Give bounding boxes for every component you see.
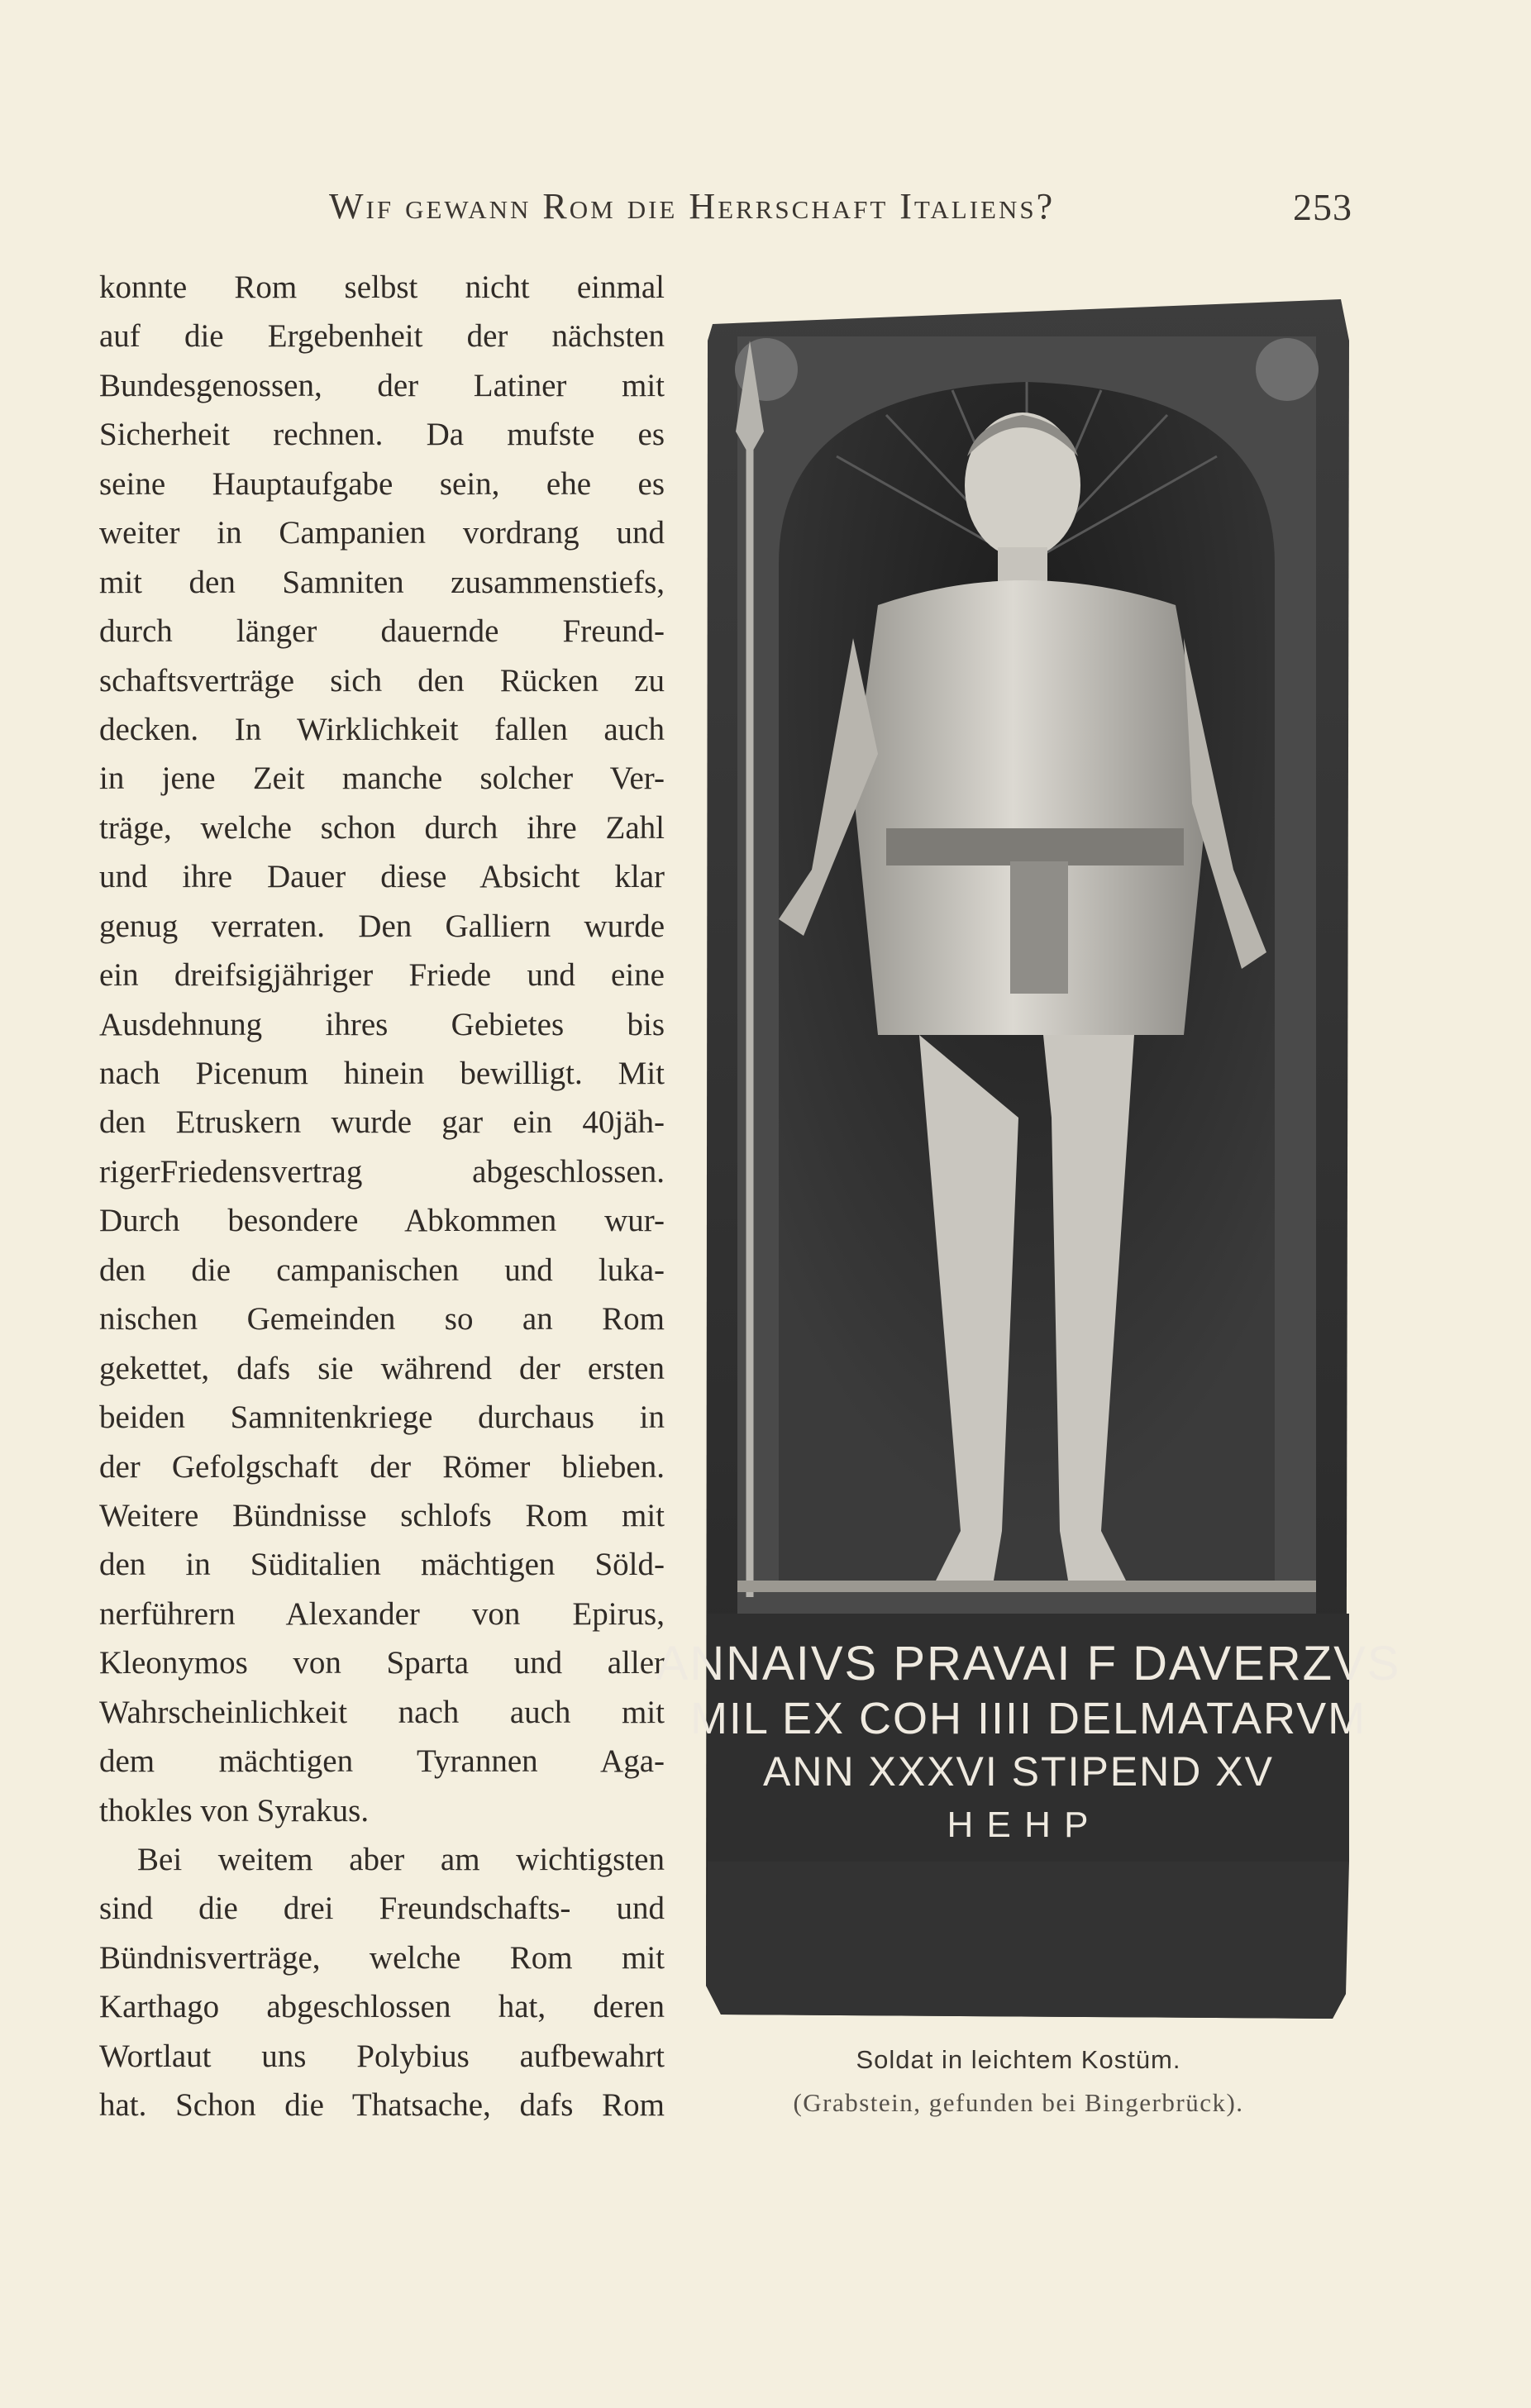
- slab-base: [706, 1862, 1349, 2019]
- rosette-right: [1256, 338, 1319, 401]
- inscription-line: ANNAIVS PRAVAI F DAVERZVS: [656, 1637, 1401, 1690]
- text-line: thokles von Syrakus.: [99, 1792, 370, 1829]
- body-text: [99, 263, 665, 2130]
- text-line: den die campanischen und luka-: [99, 1252, 665, 1288]
- text-line: den Etruskern wurde gar ein 40jäh-: [99, 1104, 665, 1141]
- text-line: Kleonymos von Sparta und aller: [99, 1645, 665, 1681]
- text-line: Weitere Bündnisse schlofs Rom mit: [99, 1497, 665, 1533]
- text-line: ein dreifsigjähriger Friede und eine: [99, 957, 665, 994]
- text-line: genug verraten. Den Galliern wurde: [99, 908, 665, 944]
- text-line: dem mächtigen Tyrannen Aga-: [99, 1743, 665, 1780]
- text-line: auf die Ergebenheit der nächsten: [99, 318, 665, 355]
- text-line: nerführern Alexander von Epirus,: [99, 1595, 665, 1632]
- figure-caption-note: (Grabstein, gefunden bei Bingerbrück).: [793, 2088, 1244, 2117]
- text-line: nischen Gemeinden so an Rom: [99, 1301, 665, 1338]
- text-line: der Gefolgschaft der Römer blieben.: [99, 1448, 665, 1485]
- text-line: nach Picenum hinein bewilligt. Mit: [99, 1056, 665, 1091]
- text-line: Ausdehnung ihres Gebietes bis: [99, 1006, 665, 1042]
- text-line: durch länger dauernde Freund-: [99, 613, 665, 650]
- text-line: decken. In Wirklichkeit fallen auch: [99, 711, 665, 747]
- text-line: in jene Zeit manche solcher Ver-: [99, 761, 665, 797]
- text-line: sind die drei Freundschafts- und: [99, 1891, 665, 1927]
- niche-ground: [737, 1581, 1316, 1592]
- text-line: schaftsverträge sich den Rücken zu: [99, 662, 665, 699]
- inscription-line: H E H P: [947, 1805, 1090, 1845]
- text-line: Wortlaut uns Polybius aufbewahrt: [99, 2038, 665, 2074]
- text-line: Bündnisverträge, welche Rom mit: [99, 1939, 665, 1976]
- text-line: seine Hauptaufgabe sein, ehe es: [99, 465, 665, 502]
- tombstone-photo: [656, 291, 1401, 2027]
- text-line: Wahrscheinlichkeit nach auch mit: [99, 1694, 665, 1730]
- text-line: träge, welche schon durch ihre Zahl: [99, 809, 665, 846]
- text-line: weiter in Campanien vordrang und: [99, 515, 665, 551]
- text-line: konnte Rom selbst nicht einmal: [99, 269, 665, 305]
- text-line: gekettet, dafs sie während der ersten: [99, 1350, 665, 1386]
- inscription-line: MIL EX COH IIII DELMATARVM: [689, 1694, 1367, 1743]
- text-line: Durch besondere Abkommen wur-: [99, 1203, 665, 1239]
- running-title: Wif gewann Rom die Herrschaft Italiens?: [329, 186, 1056, 226]
- figure-caption: Soldat in leichtem Kostüm.: [856, 2045, 1181, 2074]
- text-line: hat. Schon die Thatsache, dafs Rom: [99, 2087, 665, 2124]
- text-line: Bundesgenossen, der Latiner mit: [99, 367, 665, 403]
- text-line: mit den Samniten zusammenstiefs,: [99, 564, 665, 600]
- inscription-line: ANN XXXVI STIPEND XV: [763, 1748, 1274, 1795]
- running-head: [329, 185, 1352, 235]
- text-line: und ihre Dauer diese Absicht klar: [99, 859, 665, 895]
- text-line: Bei weitem aber am wichtigsten: [137, 1842, 665, 1877]
- text-line: Sicherheit rechnen. Da mufste es: [99, 417, 665, 453]
- tombstone-figure: [656, 291, 1401, 2134]
- text-line: den in Süditalien mächtigen Söld-: [99, 1547, 665, 1583]
- text-line: Karthago abgeschlossen hat, deren: [99, 1989, 665, 2025]
- page-number: 253: [1293, 186, 1352, 228]
- text-line: beiden Samnitenkriege durchaus in: [99, 1400, 665, 1436]
- text-line: rigerFriedensvertrag abgeschlossen.: [99, 1153, 665, 1190]
